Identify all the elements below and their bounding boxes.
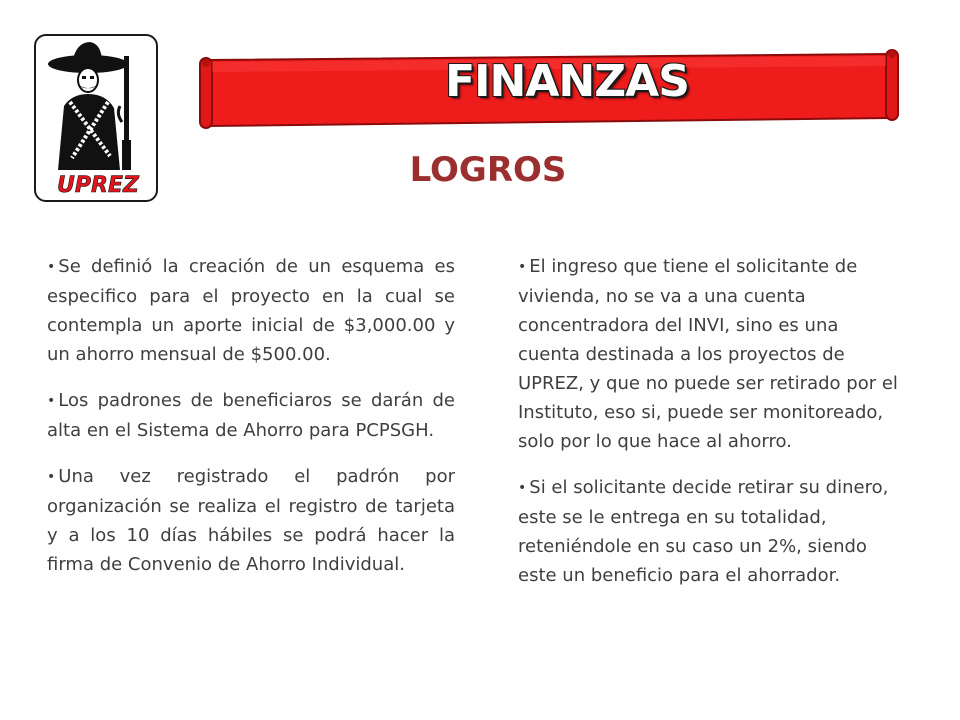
bullet-item [518, 252, 898, 456]
page-title: FINANZAS [445, 56, 689, 107]
bullet-item [47, 252, 455, 369]
bullet-dot-icon: • [518, 480, 527, 496]
bullet-text: Una vez registrado el padrón por organización se realiza el registro de tarjeta y a los 10 días hábiles se podrá hacer la firma de Convenio de Ahorro Individual. [47, 466, 455, 575]
bullet-item [518, 473, 898, 590]
bullet-text: Si el solicitante decide retirar su dinero, este se le entrega en su totalidad, reteniéndole en su caso un 2%, siendo este un beneficio para el ahorrador. [518, 477, 889, 586]
bullet-text: Los padrones de beneficiaros se darán de alta en el Sistema de Ahorro para PCPSGH. [47, 390, 455, 441]
bullet-text: El ingreso que tiene el solicitante de vivienda, no se va a una cuenta concentradora del INVI, sino es una cuenta destinada a los proyectos de UPREZ, y que no puede ser retirado por el Instituto, eso si, puede ser monitoreado, solo por lo que hace al ahorro. [518, 256, 898, 452]
bullet-dot-icon: • [47, 259, 56, 275]
bullet-dot-icon: • [518, 259, 527, 275]
left-column [47, 252, 455, 596]
revolutionary-figure-icon [36, 36, 160, 204]
logo-text: UPREZ [57, 173, 139, 198]
right-column [518, 252, 898, 607]
bullet-text: Se definió la creación de un esquema es especifico para el proyecto en la cual se contempla un aporte inicial de $3,000.00 y un ahorro mensual de $500.00. [47, 256, 455, 365]
section-subtitle: LOGROS [409, 150, 567, 190]
uprez-logo [34, 34, 158, 202]
bullet-item [47, 462, 455, 579]
bullet-dot-icon: • [47, 393, 56, 409]
bullet-item [47, 386, 455, 445]
title-banner [196, 46, 906, 132]
bullet-dot-icon: • [47, 469, 56, 485]
